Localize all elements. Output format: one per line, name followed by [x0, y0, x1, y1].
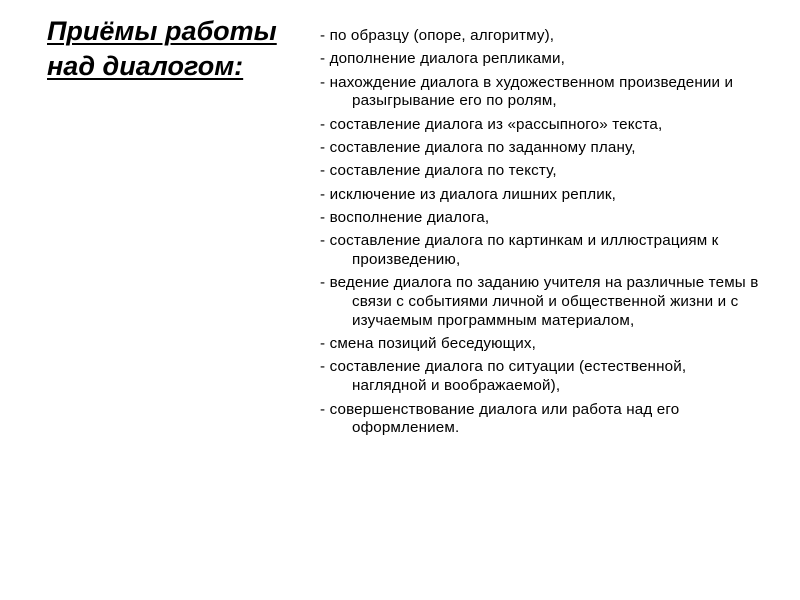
list-item: - по образцу (опоре, алгоритму), — [320, 27, 555, 44]
techniques-list — [320, 27, 760, 443]
list-item: - дополнение диалога репликами, — [320, 50, 565, 68]
list-item: - исключение из диалога лишних реплик, — [320, 185, 617, 203]
slide-title: Приёмы работы над диалогом: — [47, 16, 277, 81]
list-item: - составление диалога по тексту, — [320, 162, 557, 180]
list-item: - нахождение диалога в художественном произведении и разыгрывание его по ролям, — [320, 73, 734, 110]
list-item: - составление диалога по картинкам и иллюстрациям к произведению, — [320, 232, 719, 268]
list-item: - восполнение диалога, — [320, 208, 490, 226]
list-item: - составление диалога из «рассыпного» текста, — [320, 115, 663, 133]
list-item: - составление диалога по заданному плану, — [320, 138, 636, 156]
list-item: - составление диалога по ситуации (естественной, наглядной и воображаемой), — [320, 358, 687, 395]
list-item: - совершенствование диалога или работа над его оформлением. — [320, 400, 680, 437]
list-item: - смена позиций беседующих, — [320, 335, 537, 353]
list-item: - ведение диалога по заданию учителя на различные темы в связи с событиями личной и общественной жизни и с изучаемым программным материалом, — [320, 274, 759, 329]
